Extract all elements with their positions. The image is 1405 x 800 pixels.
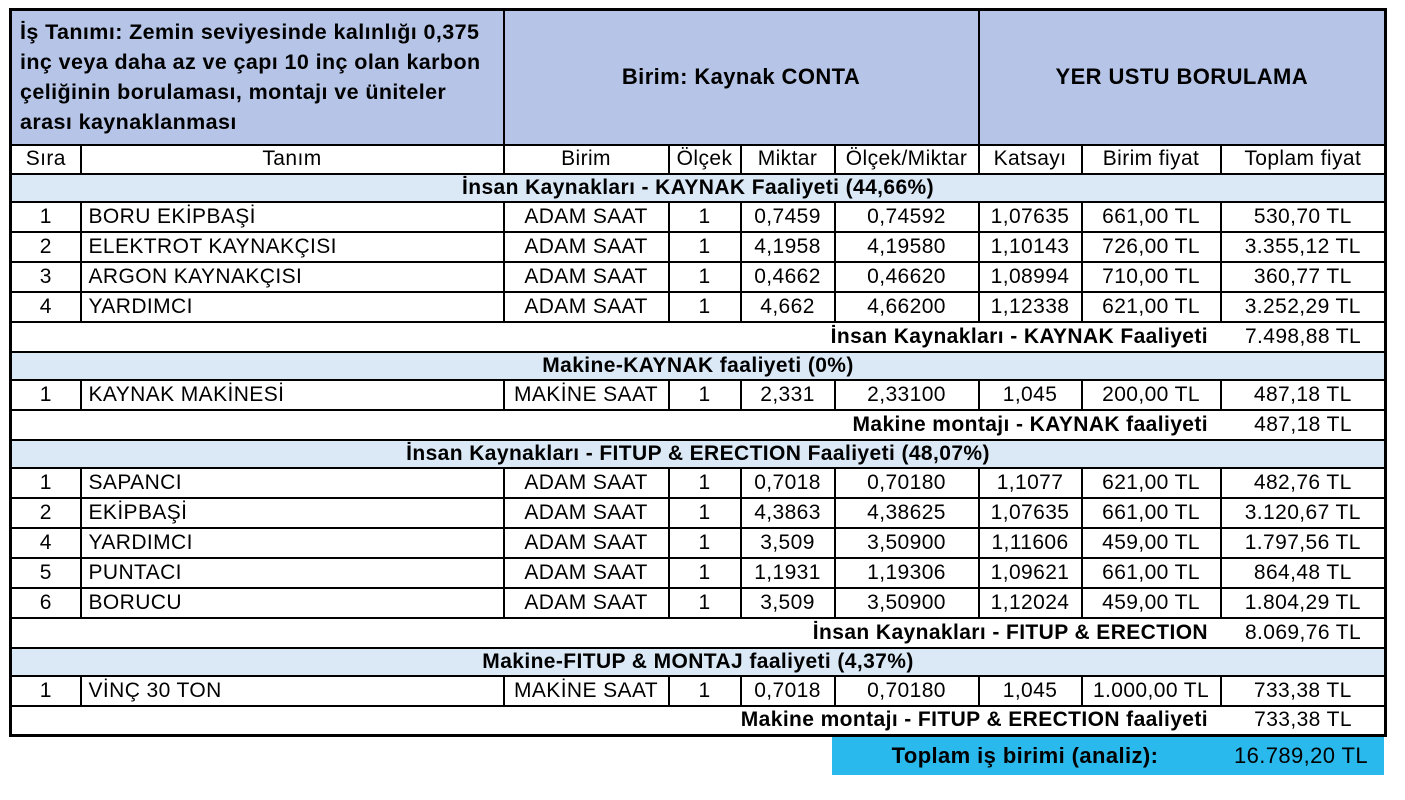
cell: VİNÇ 30 TON [81, 676, 504, 706]
column-header-row [11, 145, 1386, 174]
cell: 1 [669, 558, 741, 588]
cell: 1 [669, 380, 741, 410]
subtotal-row [11, 410, 1386, 440]
cell: 1,045 [979, 380, 1082, 410]
table-row [11, 468, 1386, 498]
cell: BORU EKİPBAŞİ [81, 202, 504, 232]
cell: 1,19306 [835, 558, 979, 588]
cell: ADAM SAAT [504, 292, 669, 322]
cost-analysis-table [9, 8, 1387, 737]
table-row [11, 558, 1386, 588]
cell: 864,48 TL [1221, 558, 1386, 588]
cell: ADAM SAAT [504, 202, 669, 232]
cell: 3,509 [741, 528, 835, 558]
job-description: İş Tanımı: Zemin seviyesinde kalınlığı 0,375 inç veya daha az ve çapı 10 inç olan karbon çeliğinin borulaması, montajı ve üniteler arası kaynaklanması [11, 10, 504, 145]
cell: 6 [11, 588, 81, 618]
unit-title: Birim: Kaynak CONTA [504, 10, 979, 145]
column-header-birim-fiyat: Birim fiyat [1082, 145, 1221, 174]
cell: 4 [11, 528, 81, 558]
cell: 4 [11, 292, 81, 322]
cell: 661,00 TL [1082, 202, 1221, 232]
column-header-sira: Sıra [11, 145, 81, 174]
cell: YARDIMCI [81, 292, 504, 322]
cell: 661,00 TL [1082, 498, 1221, 528]
table-row [11, 202, 1386, 232]
subtotal-value: 733,38 TL [1254, 708, 1352, 732]
cell: ADAM SAAT [504, 468, 669, 498]
cell: 1.000,00 TL [1082, 676, 1221, 706]
cell: 487,18 TL [1221, 380, 1386, 410]
cell: 1,12338 [979, 292, 1082, 322]
grand-total-label: Toplam iş birimi (analiz): [891, 743, 1159, 768]
cell: 3 [11, 262, 81, 292]
cell: 0,46620 [835, 262, 979, 292]
cell: 1 [11, 676, 81, 706]
cell: 1,08994 [979, 262, 1082, 292]
cell: 0,74592 [835, 202, 979, 232]
cell: 0,7459 [741, 202, 835, 232]
cell: 733,38 TL [1221, 676, 1386, 706]
cell: 482,76 TL [1221, 468, 1386, 498]
cell: SAPANCI [81, 468, 504, 498]
subtotal-value: 487,18 TL [1254, 412, 1352, 436]
subtotal-row [11, 618, 1386, 648]
cell: 3,509 [741, 588, 835, 618]
cell: ADAM SAAT [504, 528, 669, 558]
grand-total-row [832, 737, 1384, 775]
column-header-miktar: Miktar [741, 145, 835, 174]
cell: ADAM SAAT [504, 498, 669, 528]
cell: 360,77 TL [1221, 262, 1386, 292]
subtotal-label: İnsan Kaynakları - FITUP & ERECTION [812, 620, 1208, 644]
subtotal-row [11, 706, 1386, 736]
cell: ADAM SAAT [504, 558, 669, 588]
subtotal-label: İnsan Kaynakları - KAYNAK Faaliyeti [830, 324, 1208, 348]
cell: ADAM SAAT [504, 262, 669, 292]
table-row [11, 232, 1386, 262]
table-row [11, 262, 1386, 292]
section-title: İnsan Kaynakları - FITUP & ERECTION Faaliyeti (48,07%) [11, 440, 1386, 468]
cell: ELEKTROT KAYNAKÇISI [81, 232, 504, 262]
cell: 1 [11, 380, 81, 410]
cell: 2,331 [741, 380, 835, 410]
cell: 0,70180 [835, 468, 979, 498]
column-header-olcek-miktar: Ölçek/Miktar [835, 145, 979, 174]
cell: 1 [11, 202, 81, 232]
cell: 1,07635 [979, 202, 1082, 232]
cell: 4,38625 [835, 498, 979, 528]
table-row [11, 676, 1386, 706]
section-title: Makine-FITUP & MONTAJ faaliyeti (4,37%) [11, 648, 1386, 676]
cell: 0,70180 [835, 676, 979, 706]
cell: 459,00 TL [1082, 588, 1221, 618]
cell: 1 [669, 468, 741, 498]
cell: MAKİNE SAAT [504, 676, 669, 706]
section-title: Makine-KAYNAK faaliyeti (0%) [11, 352, 1386, 380]
column-header-tanim: Tanım [81, 145, 504, 174]
table-row [11, 528, 1386, 558]
cell: 4,3863 [741, 498, 835, 528]
scope-title: YER USTU BORULAMA [979, 10, 1386, 145]
column-header-olcek: Ölçek [669, 145, 741, 174]
cell: 1 [669, 528, 741, 558]
cell: 4,66200 [835, 292, 979, 322]
cell: 1 [669, 676, 741, 706]
cell: PUNTACI [81, 558, 504, 588]
subtotal-label: Makine montajı - KAYNAK faaliyeti [852, 412, 1208, 436]
cost-analysis-sheet [9, 8, 1405, 775]
cell: 2 [11, 498, 81, 528]
cell: 4,662 [741, 292, 835, 322]
cell: 3.120,67 TL [1221, 498, 1386, 528]
cell: ADAM SAAT [504, 232, 669, 262]
section-header-row [11, 174, 1386, 202]
cell: 1 [669, 292, 741, 322]
table-row [11, 292, 1386, 322]
section-title: İnsan Kaynakları - KAYNAK Faaliyeti (44,66%) [11, 174, 1386, 202]
subtotal-label: Makine montajı - FITUP & ERECTION faaliyeti [740, 708, 1208, 732]
cell: 1,10143 [979, 232, 1082, 262]
column-header-toplam-fiyat: Toplam fiyat [1221, 145, 1386, 174]
cell: KAYNAK MAKİNESİ [81, 380, 504, 410]
header-block-row [11, 10, 1386, 145]
cell: 0,4662 [741, 262, 835, 292]
cell: 200,00 TL [1082, 380, 1221, 410]
cell: EKİPBAŞİ [81, 498, 504, 528]
cell: 459,00 TL [1082, 528, 1221, 558]
section-header-row [11, 440, 1386, 468]
cell: 1 [669, 588, 741, 618]
cell: 3,50900 [835, 588, 979, 618]
cell: 1,09621 [979, 558, 1082, 588]
cell: 621,00 TL [1082, 292, 1221, 322]
column-header-katsayi: Katsayı [979, 145, 1082, 174]
cell: 3,50900 [835, 528, 979, 558]
cell: 5 [11, 558, 81, 588]
cell: 2,33100 [835, 380, 979, 410]
cell: YARDIMCI [81, 528, 504, 558]
table-row [11, 498, 1386, 528]
table-row [11, 380, 1386, 410]
cell: ARGON KAYNAKÇISI [81, 262, 504, 292]
cell: 1,12024 [979, 588, 1082, 618]
cell: 1 [669, 262, 741, 292]
cell: 710,00 TL [1082, 262, 1221, 292]
table-body [11, 10, 1386, 736]
cell: 1,11606 [979, 528, 1082, 558]
cell: 3.252,29 TL [1221, 292, 1386, 322]
cell: 0,7018 [741, 468, 835, 498]
subtotal-value: 8.069,76 TL [1244, 620, 1362, 644]
cell: 1.797,56 TL [1221, 528, 1386, 558]
cell: ADAM SAAT [504, 588, 669, 618]
cell: BORUCU [81, 588, 504, 618]
cell: 3.355,12 TL [1221, 232, 1386, 262]
grand-total-value: 16.789,20 TL [1233, 743, 1369, 768]
cell: 2 [11, 232, 81, 262]
section-header-row [11, 648, 1386, 676]
cell: 1,1931 [741, 558, 835, 588]
cell: 1,1077 [979, 468, 1082, 498]
cell: 1 [669, 232, 741, 262]
cell: 1 [669, 498, 741, 528]
cell: MAKİNE SAAT [504, 380, 669, 410]
column-header-birim: Birim [504, 145, 669, 174]
cell: 1,045 [979, 676, 1082, 706]
cell: 1,07635 [979, 498, 1082, 528]
cell: 1.804,29 TL [1221, 588, 1386, 618]
subtotal-value: 7.498,88 TL [1244, 324, 1362, 348]
cell: 0,7018 [741, 676, 835, 706]
cell: 530,70 TL [1221, 202, 1386, 232]
cell: 4,1958 [741, 232, 835, 262]
cell: 661,00 TL [1082, 558, 1221, 588]
section-header-row [11, 352, 1386, 380]
subtotal-row [11, 322, 1386, 352]
cell: 4,19580 [835, 232, 979, 262]
cell: 1 [669, 202, 741, 232]
table-row [11, 588, 1386, 618]
cell: 1 [11, 468, 81, 498]
cell: 726,00 TL [1082, 232, 1221, 262]
cell: 621,00 TL [1082, 468, 1221, 498]
